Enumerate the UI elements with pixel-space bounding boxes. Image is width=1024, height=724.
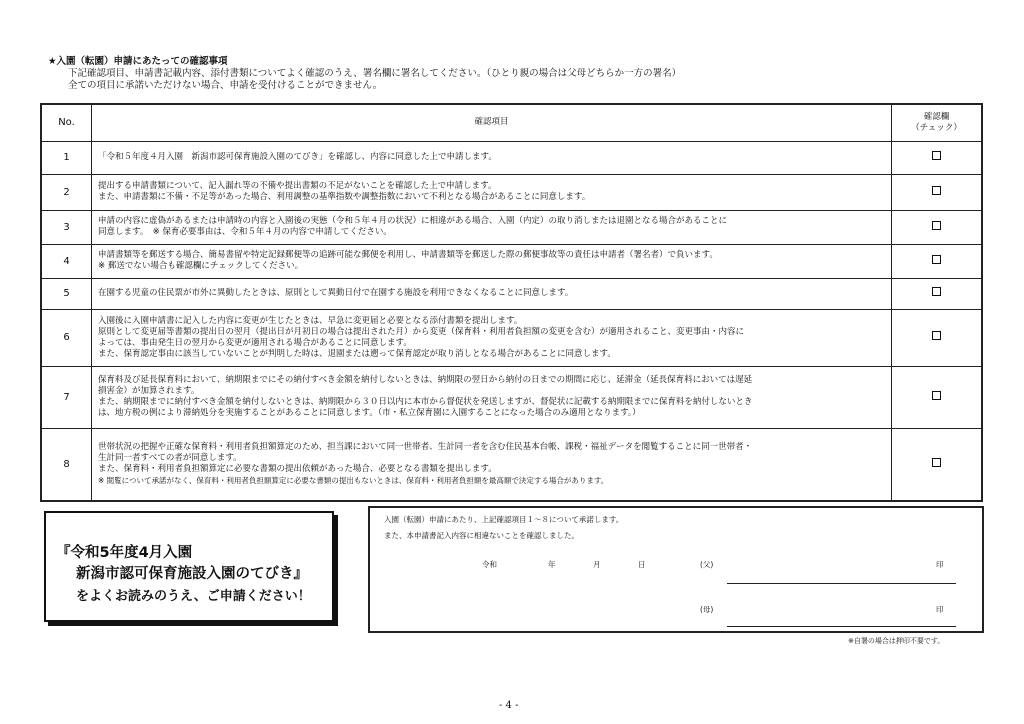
- col-header-item: 確認項目: [92, 104, 892, 141]
- row-number: 3: [41, 210, 92, 244]
- row-checkbox-cell[interactable]: [892, 309, 983, 366]
- date-day-label: 日: [638, 560, 646, 569]
- checkbox[interactable]: [932, 151, 941, 160]
- signature-box: [368, 506, 984, 633]
- row-line: 損害金）が加算されます。: [98, 386, 200, 396]
- table-row: [41, 309, 982, 366]
- father-signature-line[interactable]: [727, 583, 956, 584]
- table-row: [41, 141, 982, 174]
- notice-line-1: 『令和5年度4月入園: [56, 545, 193, 561]
- mother-label: (母): [700, 605, 714, 614]
- confirmation-table: [40, 103, 983, 502]
- row-line: 「令和５年度４月入園 新潟市認可保育施設入園のてびき」を確認し、内容に同意した上で申請します。: [98, 152, 497, 162]
- row-text: [92, 141, 892, 174]
- row-line: 提出する申請書類について、記入漏れ等の不備や提出書類の不足がないことを確認した上で申請します。: [98, 181, 497, 191]
- row-line: 原則として変更届等書類の提出日の翌月（提出日が月初日の場合は提出された月）から変更（保育料・利用者負担額の変更を含む）が適用されること、変更事由・内容に: [98, 326, 745, 337]
- row-number: 4: [41, 244, 92, 278]
- col-header-check-line1: 確認欄: [923, 111, 950, 122]
- row-line: 在園する児童の住民票が市外に異動したときは、原則として異動日付で在園する施設を利用できなくなることに同意します。: [98, 288, 574, 298]
- header: [48, 56, 681, 92]
- row-line: 入園後に入園申請書に記入した内容に変更が生じたときは、早急に変更届と必要となる添付書類を提出します。: [98, 315, 523, 326]
- row-line: また、申請書類に不備・不足等があった場合、利用調整の基準指数や調整指数において不利となる場合があることに同意します。: [98, 192, 591, 202]
- notice-line-2: 新潟市認可保育施設入園のてびき』: [76, 566, 308, 582]
- row-number: 7: [41, 366, 92, 428]
- date-era-label: 令和: [482, 560, 497, 569]
- row-number: 1: [41, 141, 92, 174]
- row-line: 同意します。 ※ 保育必要事由は、令和５年４月の内容で申請してください。: [98, 227, 392, 237]
- checkbox[interactable]: [932, 391, 941, 400]
- table-row: [41, 210, 982, 244]
- table-header-row: [41, 104, 982, 141]
- instruction-line-2: 全ての項目に承諾いただけない場合、申請を受付けることができません。: [68, 80, 383, 91]
- row-line: また、納期限までに納付すべき金額を納付しないときは、納期限から３０日以内に本市から督促状を発送しますが、督促状に記載する納期限までに保育料を納付しないとき: [98, 397, 753, 407]
- row-note: ※ 閲覧について承諾がなく、保育料・利用者負担額算定に必要な書類の提出もないときは、保育料・利用者負担額を最高額で決定する場合があります。: [98, 476, 609, 486]
- row-line: また、保育認定事由に該当していないことが判明した時は、退園または遡って保育認定が取り消しとなる場合があることに同意します。: [98, 348, 616, 359]
- checkbox[interactable]: [932, 331, 941, 340]
- row-line: ※ 郵送でない場合も確認欄にチェックしてください。: [98, 261, 304, 271]
- consent-text-1: 入園（転園）申請にあたり、上記確認項目１～８について承諾します。: [384, 515, 624, 524]
- checkbox[interactable]: [932, 186, 941, 195]
- row-text: [92, 244, 892, 278]
- table-row: [41, 244, 982, 278]
- row-line: は、地方税の例により滞納処分を実施することがあることに同意します。（市・私立保育園に入園することになった場合のみ適用となります。）: [98, 408, 641, 418]
- row-text: [92, 210, 892, 244]
- checkbox[interactable]: [932, 221, 941, 230]
- section-title: ★入園（転園）申請にあたっての確認事項: [48, 56, 228, 67]
- consent-text-2: また、本申請書記入内容に相違ないことを確認しました。: [384, 531, 579, 540]
- row-checkbox-cell[interactable]: [892, 366, 983, 428]
- row-number: 5: [41, 278, 92, 309]
- row-number: 6: [41, 309, 92, 366]
- row-line: 生計同一者すべての者が同意します。: [98, 453, 242, 464]
- father-label: (父): [700, 560, 714, 569]
- row-checkbox-cell[interactable]: [892, 428, 983, 501]
- seal-footnote: ※自署の場合は押印不要です。: [848, 637, 945, 645]
- checkbox[interactable]: [932, 287, 941, 296]
- table-row: [41, 278, 982, 309]
- father-seal-mark: 印: [936, 560, 944, 569]
- notice-line-3: をよくお読みのうえ、ご申請ください！: [76, 589, 311, 604]
- row-text: [92, 278, 892, 309]
- row-line: 保育料及び延長保育料において、納期限までにその納付すべき金額を納付しないときは、納期限の翌日から納付の日までの期間に応じ、延滞金（延長保育料においては遅延: [98, 375, 753, 385]
- col-header-check-line2: （チェック）: [911, 122, 962, 133]
- table-row: [41, 428, 982, 501]
- col-header-check: [892, 104, 983, 141]
- row-checkbox-cell[interactable]: [892, 141, 983, 174]
- date-year-label: 年: [548, 560, 556, 569]
- row-line: また、保育料・利用者負担額算定に必要な書類の提出依頼があった場合、必要となる書類を提出します。: [98, 464, 497, 475]
- row-checkbox-cell[interactable]: [892, 278, 983, 309]
- table-row: [41, 366, 982, 428]
- row-line: 申請の内容に虚偽があるまたは申請時の内容と入園後の実態（令和５年４月の状況）に相違がある場合、入園（内定）の取り消しまたは退園となる場合があることに: [98, 216, 728, 226]
- row-line: 世帯状況の把握や正確な保育料・利用者負担額算定のため、担当課において同一世帯者、生計同一者を含む住民基本台帳、課税・福祉データを閲覧することに同一世帯者・: [98, 442, 753, 453]
- guidebook-notice-box: [44, 511, 334, 622]
- row-number: 2: [41, 174, 92, 210]
- row-line: よっては、事由発生日の翌月から変更が適用される場合があることに同意します。: [98, 337, 412, 348]
- row-checkbox-cell[interactable]: [892, 210, 983, 244]
- row-checkbox-cell[interactable]: [892, 174, 983, 210]
- row-text: [92, 366, 892, 428]
- instruction-line-1: 下記確認項目、申請書記載内容、添付書類についてよく確認のうえ、署名欄に署名してください。（ひとり親の場合は父母どちらか一方の署名）: [68, 68, 682, 79]
- checkbox[interactable]: [932, 458, 941, 467]
- mother-seal-mark: 印: [936, 605, 944, 614]
- row-number: 8: [41, 428, 92, 501]
- row-checkbox-cell[interactable]: [892, 244, 983, 278]
- row-line: 申請書類等を郵送する場合、簡易書留や特定記録郵便等の追跡可能な郵便を利用し、申請書類等を郵送した際の郵便事故等の責任は申請者（署名者）で負います。: [98, 250, 718, 260]
- checkbox[interactable]: [932, 255, 941, 264]
- page-number: - 4 -: [499, 700, 519, 711]
- col-header-no: No.: [41, 104, 92, 141]
- row-text: [92, 428, 892, 501]
- mother-signature-line[interactable]: [727, 626, 956, 627]
- row-text: [92, 309, 892, 366]
- row-text: [92, 174, 892, 210]
- table-row: [41, 174, 982, 210]
- date-month-label: 月: [593, 560, 601, 569]
